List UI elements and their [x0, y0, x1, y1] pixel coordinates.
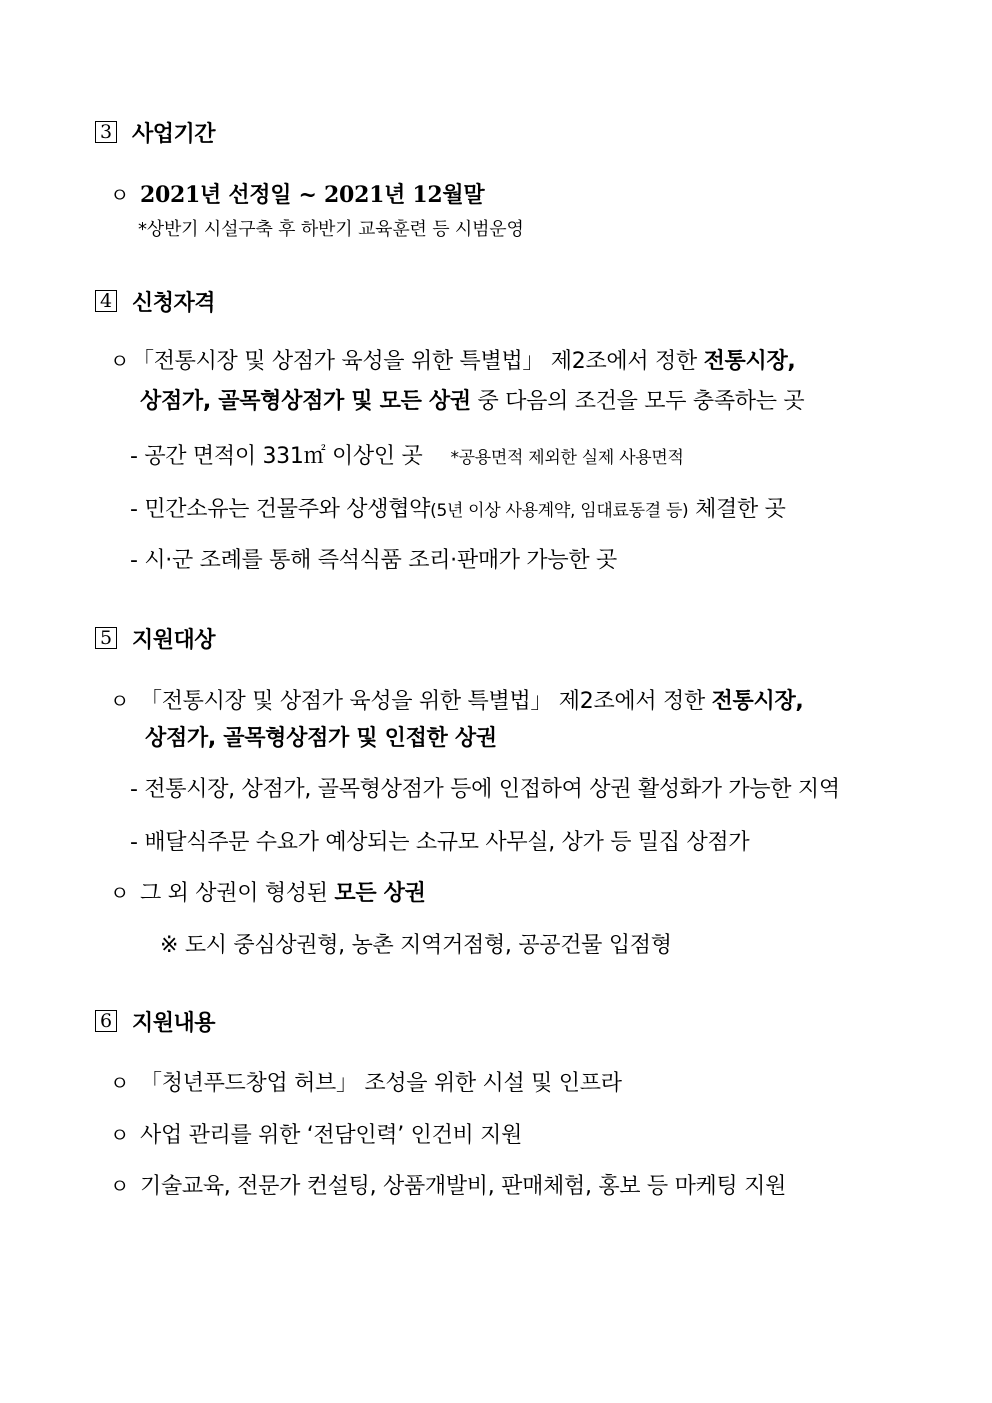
eligibility-line-1 — [110, 344, 795, 375]
bullet-icon: ㅇ — [110, 349, 130, 373]
target-line-2 — [145, 721, 497, 752]
support-item-1 — [110, 1066, 622, 1097]
section-4-heading — [95, 286, 215, 316]
section-title: 사업기간 — [132, 121, 216, 147]
section-5-heading — [95, 623, 215, 653]
section-3-heading — [95, 117, 215, 147]
bullet-icon: ㅇ — [110, 689, 130, 713]
condition-text: - 민간소유는 건물주와 상생협약 — [130, 497, 431, 522]
period-note: *상반기 시설구축 후 하반기 교육훈련 등 시범운영 — [138, 219, 524, 240]
support-item-2 — [110, 1118, 522, 1149]
bullet-icon: ㅇ — [110, 183, 130, 207]
eligibility-bold: 전통시장, — [703, 349, 796, 374]
eligibility-text: 중 다음의 조건을 모두 충족하는 곳 — [470, 389, 805, 414]
eligibility-text: 「전통시장 및 상점가 육성을 위한 특별법」 제2조에서 정한 — [132, 349, 704, 374]
target-detail-2: - 배달식주문 수요가 예상되는 소규모 사무실, 상가 등 밀집 상점가 — [130, 830, 750, 855]
section-title: 지원내용 — [132, 1010, 216, 1036]
target-bold: 전통시장, — [711, 689, 804, 714]
section-number-box: 6 — [95, 1010, 117, 1032]
section-title: 지원대상 — [132, 627, 216, 653]
bullet-icon: ㅇ — [110, 1123, 130, 1147]
section-number-box: 5 — [95, 627, 117, 649]
target-text: 「전통시장 및 상점가 육성을 위한 특별법」 제2조에서 정한 — [140, 689, 712, 714]
section-number-box: 3 — [95, 121, 117, 143]
condition-note: *공용면적 제외한 실제 사용면적 — [450, 448, 684, 468]
target-line-3 — [110, 876, 426, 907]
condition-2 — [130, 492, 786, 523]
support-item-3 — [110, 1169, 786, 1200]
condition-1 — [130, 439, 684, 470]
bullet-icon: ㅇ — [110, 881, 130, 905]
support-text: 사업 관리를 위한 ‘전담인력’ 인건비 지원 — [140, 1123, 523, 1148]
section-number-box: 4 — [95, 290, 117, 312]
bullet-icon: ㅇ — [110, 1071, 130, 1095]
condition-3: - 시·군 조례를 통해 즉석식품 조리·판매가 가능한 곳 — [130, 548, 617, 573]
section-title: 신청자격 — [132, 290, 216, 316]
condition-text: - 공간 면적이 331㎡ 이상인 곳 — [130, 444, 423, 469]
target-detail-1: - 전통시장, 상점가, 골목형상점가 등에 인접하여 상권 활성화가 가능한 지역 — [130, 777, 840, 802]
target-bold: 상점가, 골목형상점가 및 인접한 상권 — [145, 726, 497, 751]
support-text: 기술교육, 전문가 컨설팅, 상품개발비, 판매체험, 홍보 등 마케팅 지원 — [140, 1174, 787, 1199]
period-text: 2021년 선정일 ~ 2021년 12월말 — [140, 182, 485, 208]
target-bold: 모든 상권 — [334, 881, 426, 906]
reference-note: ※ 도시 중심상권형, 농촌 지역거점형, 공공건물 입점형 — [160, 933, 672, 958]
target-line-1 — [110, 684, 803, 715]
eligibility-bold: 상점가, 골목형상점가 및 모든 상권 — [140, 389, 471, 414]
support-text: 「청년푸드창업 허브」 조성을 위한 시설 및 인프라 — [140, 1071, 622, 1096]
condition-text: 체결한 곳 — [688, 497, 786, 522]
period-line — [110, 178, 484, 209]
eligibility-line-2 — [140, 384, 804, 415]
target-text: 그 외 상권이 형성된 — [140, 881, 335, 906]
bullet-icon: ㅇ — [110, 1174, 130, 1198]
condition-small: (5년 이상 사용계약, 임대료동결 등) — [430, 501, 689, 521]
section-6-heading — [95, 1006, 215, 1036]
